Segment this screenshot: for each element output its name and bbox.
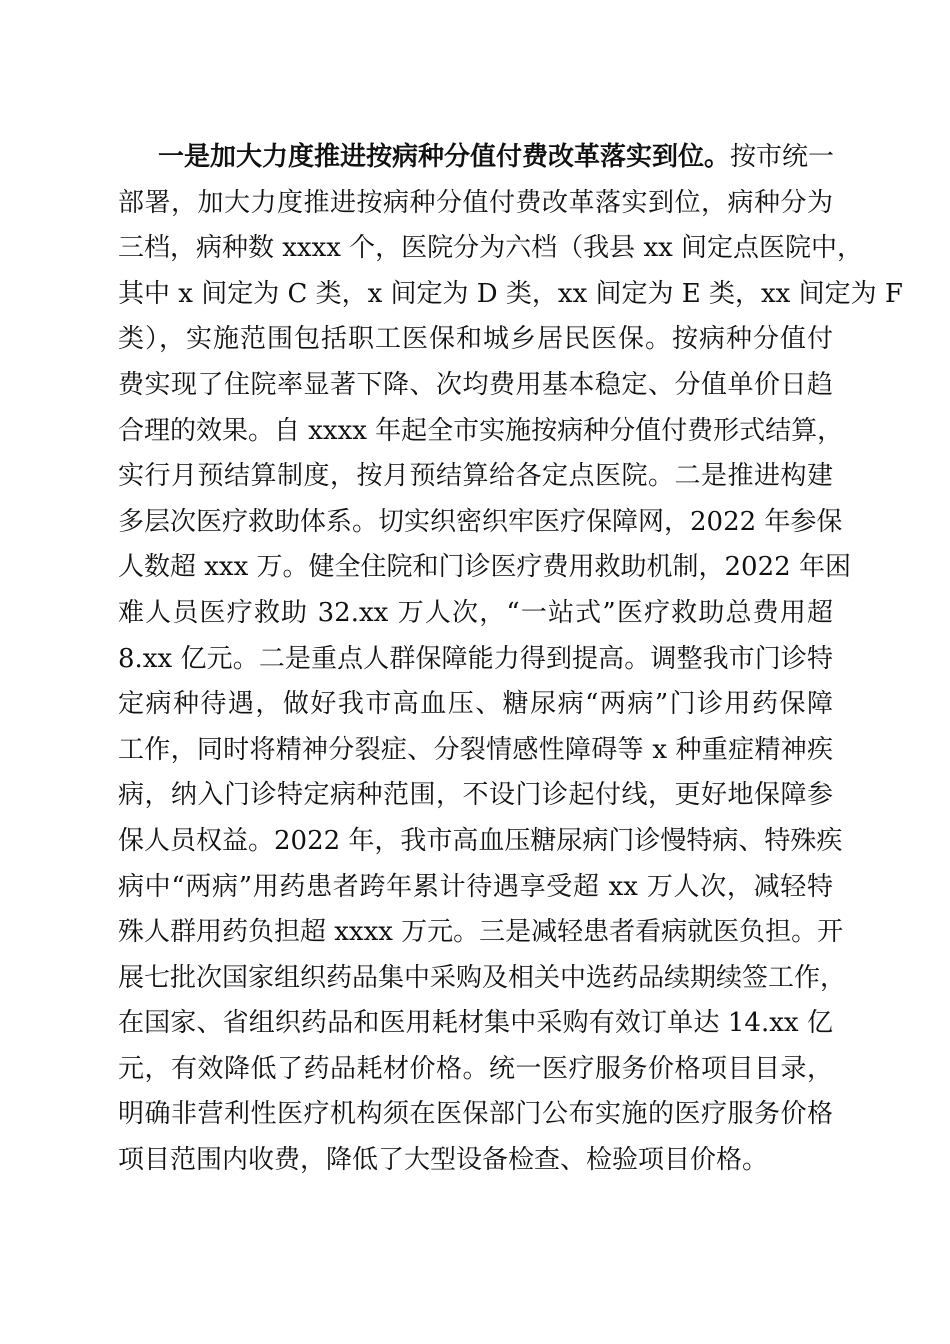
paragraph-line: 在国家、省组织药品和医用耗材集中采购有效订单达 14.xx 亿 — [118, 1008, 833, 1039]
paragraph-line: 费实现了住院率显著下降、次均费用基本稳定、分值单价日趋 — [118, 369, 833, 400]
bold-lead-sentence: 一是加大力度推进按病种分值付费改革落实到位。 — [158, 142, 731, 172]
paragraph-line: 部署，加大力度推进按病种分值付费改革落实到位，病种分为 — [118, 187, 833, 218]
body-paragraph — [118, 135, 903, 1184]
paragraph-line: 元，有效降低了药品耗材价格。统一医疗服务价格项目目录， — [118, 1053, 833, 1084]
paragraph-line: 病中“两病”用药患者跨年累计待遇享受超 xx 万人次，减轻特 — [118, 871, 833, 902]
paragraph-line: 类），实施范围包括职工医保和城乡居民医保。按病种分值付 — [118, 324, 833, 355]
paragraph-line: 实行月预结算制度，按月预结算给各定点医院。二是推进构建 — [118, 461, 833, 492]
paragraph-line: 其中 x 间定为 C 类，x 间定为 D 类，xx 间定为 E 类，xx 间定为 F — [118, 278, 903, 309]
paragraph-line: 人数超 xxx 万。健全住院和门诊医疗费用救助机制，2022 年困 — [118, 552, 851, 583]
paragraph-line: 项目范围内收费，降低了大型设备检查、检验项目价格。 — [118, 1145, 769, 1176]
paragraph-line: 殊人群用药负担超 xxxx 万元。三是减轻患者看病就医负担。开 — [118, 917, 844, 948]
paragraph-line: 病，纳入门诊特定病种范围，不设门诊起付线，更好地保障参 — [118, 780, 833, 811]
paragraph-line: 工作，同时将精神分裂症、分裂情感性障碍等 x 种重症精神疾 — [118, 734, 833, 765]
paragraph-line: 三档，病种数 xxxx 个，医院分为六档（我县 xx 间定点医院中， — [118, 233, 864, 264]
paragraph-line: 明确非营利性医疗机构须在医保部门公布实施的医疗服务价格 — [118, 1099, 833, 1130]
paragraph-line: 8.xx 亿元。二是重点人群保障能力得到提高。调整我市门诊特 — [118, 643, 833, 674]
paragraph-line: 定病种待遇，做好我市高血压、糖尿病“两病”门诊用药保障 — [118, 689, 833, 720]
paragraph-line: 保人员权益。2022 年，我市高血压糖尿病门诊慢特病、特殊疾 — [118, 825, 843, 856]
line-text: 按市统一 — [730, 142, 835, 172]
paragraph-line: 合理的效果。自 xxxx 年起全市实施按病种分值付费形式结算， — [118, 415, 844, 446]
paragraph-line: 展七批次国家组织药品集中采购及相关中选药品续期续签工作， — [118, 962, 847, 993]
paragraph-line — [118, 135, 833, 181]
paragraph-line: 难人员医疗救助 32.xx 万人次，“一站式”医疗救助总费用超 — [118, 597, 833, 628]
paragraph-line: 多层次医疗救助体系。切实织密织牢医疗保障网，2022 年参保 — [118, 506, 843, 537]
